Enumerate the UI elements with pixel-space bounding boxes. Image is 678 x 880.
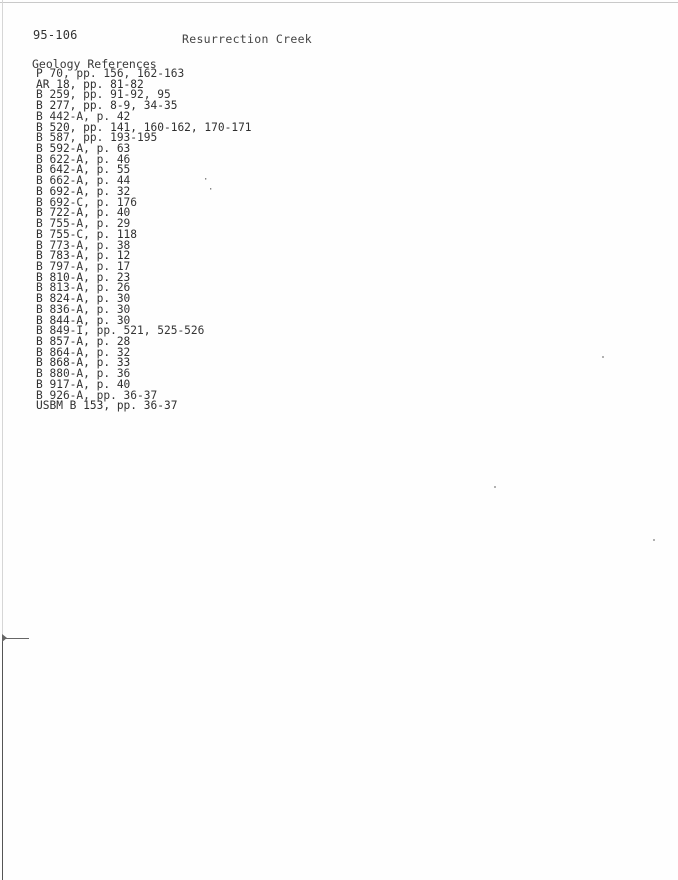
reference-item: B 277, pp. 8-9, 34-35 [36, 99, 178, 113]
reference-item: B 692-A, p. 32 [36, 184, 131, 198]
reference-item: B 622-A, p. 46 [36, 152, 131, 166]
reference-item: B 587, pp. 193-195 [36, 131, 158, 145]
reference-item: B 868-A, p. 33 [36, 356, 131, 370]
reference-item: B 722-A, p. 40 [36, 206, 131, 220]
page-top-edge [0, 2, 678, 3]
reference-item: B 813-A, p. 26 [36, 281, 131, 295]
reference-item: B 810-A, p. 23 [36, 270, 131, 284]
record-code: 95-106 [33, 28, 78, 42]
speck [494, 486, 496, 488]
reference-item: B 662-A, p. 44 [36, 174, 131, 188]
reference-item: B 442-A, p. 42 [36, 109, 131, 123]
reference-item: B 917-A, p. 40 [36, 377, 131, 391]
reference-item: B 880-A, p. 36 [36, 367, 131, 381]
reference-item: B 857-A, p. 28 [36, 334, 131, 348]
reference-item: B 755-C, p. 118 [36, 227, 138, 241]
reference-item: B 849-I, pp. 521, 525-526 [36, 324, 205, 338]
section-heading: Geology References [32, 57, 157, 71]
speck [602, 356, 604, 358]
reference-item: B 797-A, p. 17 [36, 259, 131, 273]
reference-item: USBM B 153, pp. 36-37 [36, 399, 178, 413]
reference-item: B 824-A, p. 30 [36, 292, 131, 306]
page-left-edge-shadow [2, 636, 3, 880]
page-title: Resurrection Creek [182, 32, 313, 46]
reference-item: B 844-A, p. 30 [36, 313, 131, 327]
reference-item: B 864-A, p. 32 [36, 345, 131, 359]
reference-item: B 836-A, p. 30 [36, 302, 131, 316]
reference-list [36, 69, 252, 412]
reference-item: B 783-A, p. 12 [36, 249, 131, 263]
reference-item: B 692-C, p. 176 [36, 195, 138, 209]
stray-mark: · [203, 175, 209, 185]
reference-item: B 755-A, p. 29 [36, 217, 131, 231]
reference-item: B 520, pp. 141, 160-162, 170-171 [36, 120, 252, 134]
reference-item: AR 18, pp. 81-82 [36, 77, 144, 91]
speck [653, 539, 655, 541]
reference-item: B 592-A, p. 63 [36, 142, 131, 156]
stray-mark: · [208, 185, 214, 195]
reference-item: B 773-A, p. 38 [36, 238, 131, 252]
reference-item: B 259, pp. 91-92, 95 [36, 88, 171, 102]
reference-item: P 70, pp. 156, 162-163 [36, 67, 185, 80]
reference-item: B 642-A, p. 55 [36, 163, 131, 177]
margin-tick-mark [3, 638, 29, 639]
reference-item: B 926-A, pp. 36-37 [36, 388, 158, 402]
